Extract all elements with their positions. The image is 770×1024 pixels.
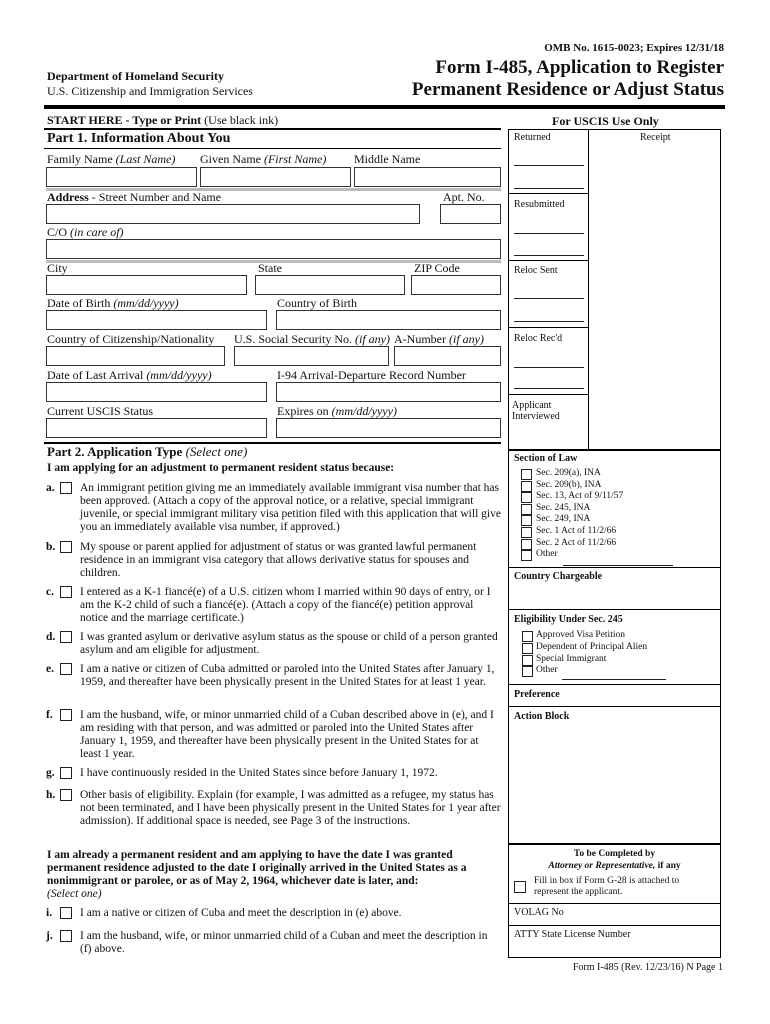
volag-label: VOLAG No (514, 907, 564, 918)
part1-title: Part 1. Information About You (47, 131, 231, 146)
eligibility-label: Eligibility Under Sec. 245 (514, 614, 623, 625)
law-checkbox[interactable] (521, 481, 532, 492)
expires-label: Expires on (mm/dd/yyyy) (277, 404, 397, 418)
eligibility-label-item: Special Immigrant (536, 653, 607, 664)
resident-intro: I am already a permanent resident and am applying to have the date I was granted permanent residence adjusted to the date I originally arrived in the United States as a nonimmigrant or parolee, or as of May 2, 1964, whichever date is later, and: (47, 849, 467, 887)
option-checkbox[interactable] (60, 482, 72, 494)
option-text: An immigrant petition giving me an immediately available immigrant visa number that has been approved. (Attach a copy of the approval notice, or a relative, special immigrant juvenile, or special immigrant military visa petition filed with this application that will give you an immediately available visa number, if approved.) (80, 482, 501, 533)
anumber-label: A-Number (if any) (394, 332, 484, 346)
family-name-label: Family Name (Last Name) (47, 152, 176, 166)
status-label: Current USCIS Status (47, 404, 154, 418)
returned-label: Returned (514, 132, 551, 143)
expires-input[interactable] (276, 418, 501, 438)
option-checkbox[interactable] (60, 789, 72, 801)
apt-input[interactable] (440, 204, 501, 224)
part1-rule (44, 128, 501, 130)
attorney-title: To be Completed by (573, 849, 656, 859)
given-name-label: Given Name (First Name) (200, 152, 327, 166)
option-text: I am a native or citizen of Cuba admitted or paroled into the United States after January 1, 1959, and thereafter have been physically present in the United States for at least 1 year. (80, 663, 495, 688)
law-checkbox[interactable] (521, 469, 532, 480)
option-checkbox[interactable] (60, 709, 72, 721)
option-text: Other basis of eligibility. Explain (for example, I was admitted as a refugee, my status has not been terminated, and I have been physically present in the United States for 1 year after admission). If additional space is needed, see Page 3 of the instructions. (80, 789, 501, 827)
option-letter: h. (46, 789, 56, 801)
state-input[interactable] (255, 275, 405, 295)
application-type-option (46, 541, 501, 581)
country-birth-label: Country of Birth (277, 296, 357, 310)
state-label: State (258, 261, 282, 275)
eligibility-label-item: Dependent of Principal Alien (536, 641, 648, 652)
agency-name: U.S. Citizenship and Immigration Services (47, 84, 253, 98)
eligibility-label-item: Other (536, 665, 558, 676)
status-input[interactable] (46, 418, 267, 438)
option-letter: j. (46, 930, 53, 942)
citizenship-label: Country of Citizenship/Nationality (47, 332, 215, 346)
law-checkbox[interactable] (521, 504, 532, 515)
country-birth-input[interactable] (276, 310, 501, 330)
dob-input[interactable] (46, 310, 267, 330)
care-of-input[interactable] (46, 239, 501, 259)
receipt-label: Receipt (640, 132, 671, 143)
option-checkbox[interactable] (60, 767, 72, 779)
action-block-label: Action Block (514, 711, 570, 722)
g28-text: Fill in box if Form G-28 is attached to represent the applicant. (534, 876, 680, 897)
application-type-option (46, 631, 501, 659)
law-checkbox[interactable] (521, 539, 532, 550)
option-letter: b. (46, 541, 56, 553)
omb-number: OMB No. 1615-0023; Expires 12/31/18 (544, 42, 724, 54)
law-label: Sec. 209(a), INA (536, 468, 601, 478)
country-chargeable-label: Country Chargeable (514, 571, 603, 582)
atty-license-label: ATTY State License Number (514, 929, 631, 940)
law-label: Sec. 13, Act of 9/11/57 (536, 491, 624, 502)
applicant-interviewed-label: Applicant Interviewed (512, 400, 560, 422)
law-label: Sec. 2 Act of 11/2/66 (536, 537, 617, 548)
eligibility-checkbox[interactable] (522, 655, 533, 666)
middle-name-label: Middle Name (354, 152, 421, 166)
option-checkbox[interactable] (60, 663, 72, 675)
option-letter: i. (46, 907, 53, 919)
anumber-input[interactable] (394, 346, 501, 366)
law-label: Sec. 209(b), INA (536, 479, 602, 490)
option-checkbox[interactable] (60, 631, 72, 643)
option-checkbox[interactable] (60, 586, 72, 598)
city-input[interactable] (46, 275, 247, 295)
header-rule (44, 105, 725, 109)
application-type-option (46, 663, 501, 703)
last-arrival-label: Date of Last Arrival (mm/dd/yyyy) (47, 368, 212, 382)
option-text: I have continuously resided in the United States since before January 1, 1972. (80, 767, 438, 779)
eligibility-checkbox[interactable] (522, 631, 533, 642)
application-type-option (46, 586, 501, 626)
application-type-option (46, 789, 501, 839)
g28-checkbox[interactable] (514, 881, 526, 893)
option-text: I am the husband, wife, or minor unmarried child of a Cuban described above in (e), and I am residing with that person, and was admitted or paroled into the United States after January 1, 1959, and thereafter have been physically present in the United States for at least 1 year. (80, 709, 494, 760)
i94-label: I-94 Arrival-Departure Record Number (277, 368, 466, 382)
option-checkbox[interactable] (60, 541, 72, 553)
reloc-recd-label: Reloc Rec'd (514, 333, 563, 344)
start-here: START HERE - Type or Print (Use black ink) (47, 113, 279, 127)
option-checkbox[interactable] (60, 907, 72, 919)
uscis-title: For USCIS Use Only (552, 114, 659, 128)
option-letter: a. (46, 482, 55, 494)
apt-label: Apt. No. (443, 190, 485, 204)
law-checkbox[interactable] (521, 515, 532, 526)
application-type-option (46, 767, 501, 783)
law-label: Other (536, 549, 558, 560)
option-letter: c. (46, 586, 54, 598)
form-title-line1: Form I-485, Application to Register (435, 57, 724, 78)
option-text: My spouse or parent applied for adjustment of status or was granted lawful permanent residence in an immigrant visa category that allows derivative status for spouses and children. (80, 541, 477, 579)
i94-input[interactable] (276, 382, 501, 402)
law-label: Sec. 249, INA (536, 514, 591, 525)
dob-label: Date of Birth (mm/dd/yyyy) (47, 296, 179, 310)
option-text: I am the husband, wife, or minor unmarried child of a Cuban and meet the description in (f) above. (80, 930, 488, 955)
resubmitted-label: Resubmitted (514, 199, 565, 210)
department-name: Department of Homeland Security (47, 69, 224, 83)
application-type-option (46, 482, 501, 537)
law-checkbox[interactable] (521, 550, 532, 561)
law-checkbox[interactable] (521, 527, 532, 538)
family-name-input[interactable] (46, 167, 197, 187)
option-letter: f. (46, 709, 53, 721)
reloc-sent-label: Reloc Sent (514, 265, 558, 276)
co-label: C/O (in care of) (47, 225, 124, 239)
part2-intro: I am applying for an adjustment to permanent resident status because: (47, 462, 395, 474)
ssn-label: U.S. Social Security No. (if any) (234, 332, 390, 346)
part1-subrule (44, 148, 501, 149)
given-name-input[interactable] (200, 167, 351, 187)
street-input[interactable] (46, 204, 420, 224)
address-label: Address - Street Number and Name (47, 190, 222, 204)
option-letter: d. (46, 631, 56, 643)
eligibility-checkbox[interactable] (522, 666, 533, 677)
ssn-input[interactable] (234, 346, 389, 366)
application-type-option (46, 709, 501, 763)
resident-note: (Select one) (47, 888, 102, 900)
form-title-line2: Permanent Residence or Adjust Status (411, 79, 724, 100)
option-text: I am a native or citizen of Cuba and meet the description in (e) above. (80, 907, 402, 919)
part2-title: Part 2. Application Type (Select one) (47, 444, 248, 459)
page-footer: Form I-485 (Rev. 12/23/16) N Page 1 (572, 962, 723, 973)
law-label: Sec. 245, INA (536, 502, 591, 513)
eligibility-label-item: Approved Visa Petition (536, 630, 625, 640)
preference-label: Preference (514, 689, 560, 700)
option-letter: e. (46, 663, 54, 675)
option-text: I was granted asylum or derivative asylum status as the spouse or child of a person granted asylum and am eligible for adjustment. (80, 631, 498, 656)
option-checkbox[interactable] (60, 930, 72, 942)
option-text: I entered as a K-1 fiancé(e) of a U.S. citizen whom I married within 90 days of entry, or I am the K-2 child of such a fiancé(e). (Attach a copy of the fiancé(e) petition approval notice and the marriage certificate.) (80, 586, 491, 624)
zip-input[interactable] (411, 275, 501, 295)
middle-name-input[interactable] (354, 167, 501, 187)
law-checkbox[interactable] (521, 492, 532, 503)
section-of-law-label: Section of Law (514, 453, 578, 464)
option-letter: g. (46, 767, 55, 779)
last-arrival-input[interactable] (46, 382, 267, 402)
city-label: City (47, 261, 68, 275)
citizenship-input[interactable] (46, 346, 225, 366)
zip-label: ZIP Code (414, 261, 460, 275)
resident-option (46, 930, 501, 958)
eligibility-checkbox[interactable] (522, 643, 533, 654)
attorney-subtitle: Attorney or Representative, if any (548, 861, 681, 871)
law-label: Sec. 1 Act of 11/2/66 (536, 526, 617, 536)
